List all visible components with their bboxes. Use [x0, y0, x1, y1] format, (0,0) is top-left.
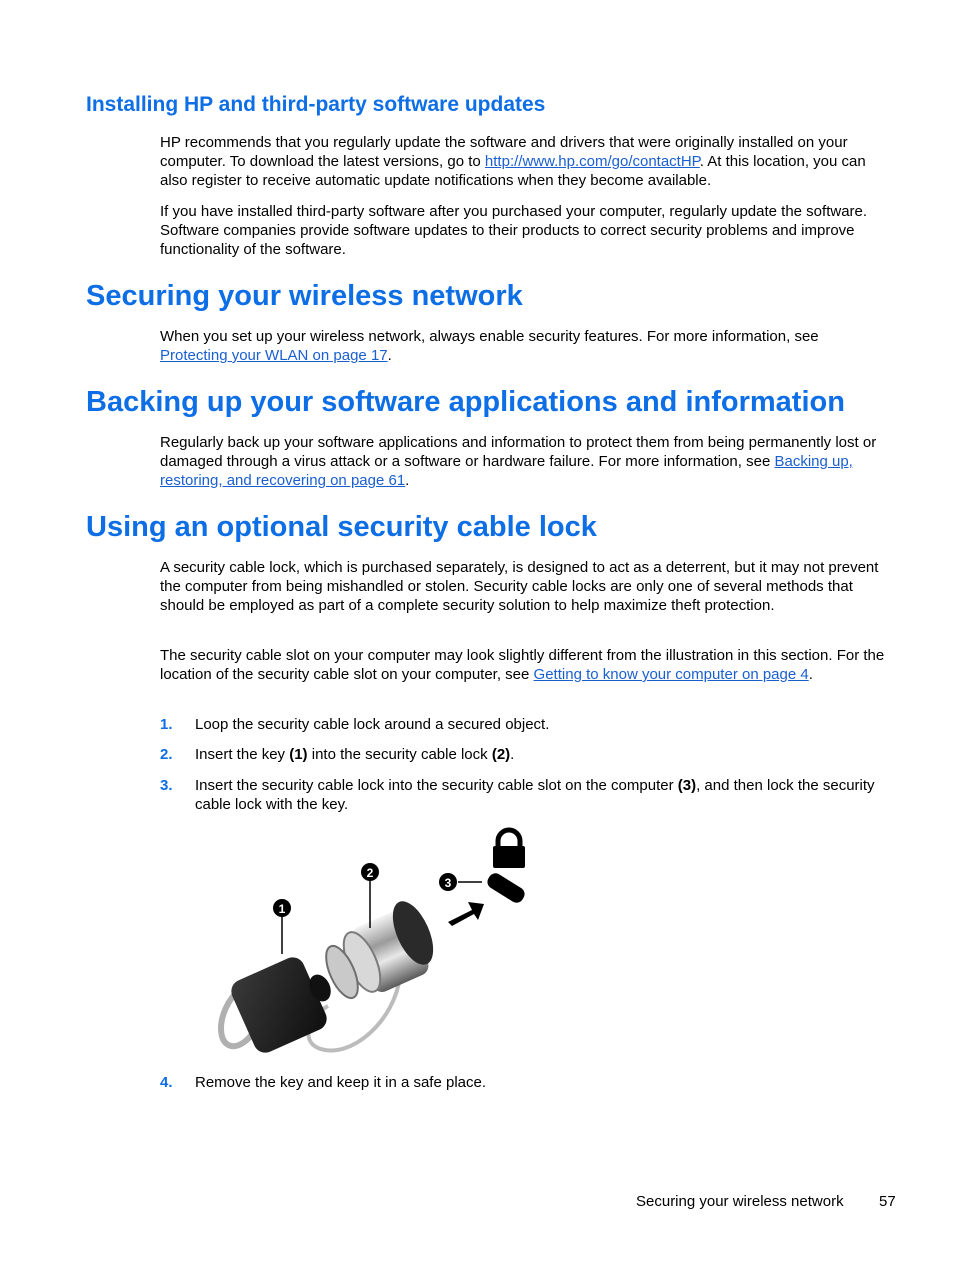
paragraph-backup: Regularly back up your software applications and information to protect them from being permanently lost or damaged through a virus attack or a software or hardware failure. For more information, see Backing up, restoring, and recovering on page 61.	[160, 434, 877, 489]
paragraph-hp-updates: HP recommends that you regularly update the software and drivers that were originally installed on your computer. To download the latest versions, go to http://www.hp.com/go/contactHP. At this location, you can also register to receive automatic update notifications when they become available.	[160, 134, 866, 189]
step-number-4: 4.	[160, 1074, 173, 1091]
step-text-4: Remove the key and keep it in a safe place.	[195, 1074, 487, 1091]
security-slot-icon	[485, 871, 527, 906]
paragraph-cable-slot: The security cable slot on your computer may look slightly different from the illustration in this section. For the location of the security cable slot on your computer, see Getting to know your computer on page 4.	[160, 647, 885, 683]
step-number-2: 2.	[160, 746, 173, 763]
page-number: 57	[879, 1193, 896, 1210]
protecting-wlan-link[interactable]: Protecting your WLAN on page 17	[160, 347, 388, 364]
backing-up-link[interactable]: Backing up, restoring, and recovering on page 61	[160, 453, 853, 489]
svg-text:1: 1	[278, 902, 286, 916]
svg-text:2: 2	[366, 866, 374, 880]
paragraph-third-party-updates: If you have installed third-party software after you purchased your computer, regularly update the software. Software companies provide software updates to their products to correct security problems and improve functionality of the software.	[160, 203, 868, 258]
section-heading-backing-up: Backing up your software applications and information	[86, 386, 845, 418]
key-icon	[213, 954, 335, 1057]
section-heading-cable-lock: Using an optional security cable lock	[86, 511, 597, 543]
section-heading-wireless-network: Securing your wireless network	[86, 280, 523, 312]
cable-lock-illustration	[210, 826, 540, 1062]
footer-section-title: Securing your wireless network	[636, 1193, 844, 1210]
getting-to-know-link[interactable]: Getting to know your computer on page 4	[533, 666, 809, 683]
arrow-icon	[448, 902, 484, 926]
step-text-1: Loop the security cable lock around a secured object.	[195, 716, 550, 733]
step-number-1: 1.	[160, 716, 173, 733]
cable-lock-body-icon	[320, 895, 442, 1002]
callout-2	[361, 863, 379, 881]
paragraph-cable-lock-intro: A security cable lock, which is purchased separately, is designed to act as a deterrent, but it may not prevent the computer from being mishandled or stolen. Security cable locks are only one of several methods that should be employed as part of a complete security solution to help maximize theft protection.	[160, 559, 879, 614]
step-text-2: Insert the key (1) into the security cable lock (2).	[195, 746, 515, 763]
contact-hp-link[interactable]: http://www.hp.com/go/contactHP	[484, 153, 700, 170]
step-text-3: Insert the security cable lock into the security cable slot on the computer (3), and then lock the security cable lock with the key.	[195, 777, 875, 813]
svg-text:3: 3	[444, 876, 452, 890]
padlock-icon	[493, 830, 525, 868]
callout-1	[273, 899, 291, 917]
step-number-3: 3.	[160, 777, 173, 794]
paragraph-wireless-security: When you set up your wireless network, always enable security features. For more information, see Protecting your WLAN on page 17.	[160, 328, 819, 364]
callout-3	[439, 873, 457, 891]
section-heading-software-updates: Installing HP and third-party software updates	[86, 93, 546, 116]
